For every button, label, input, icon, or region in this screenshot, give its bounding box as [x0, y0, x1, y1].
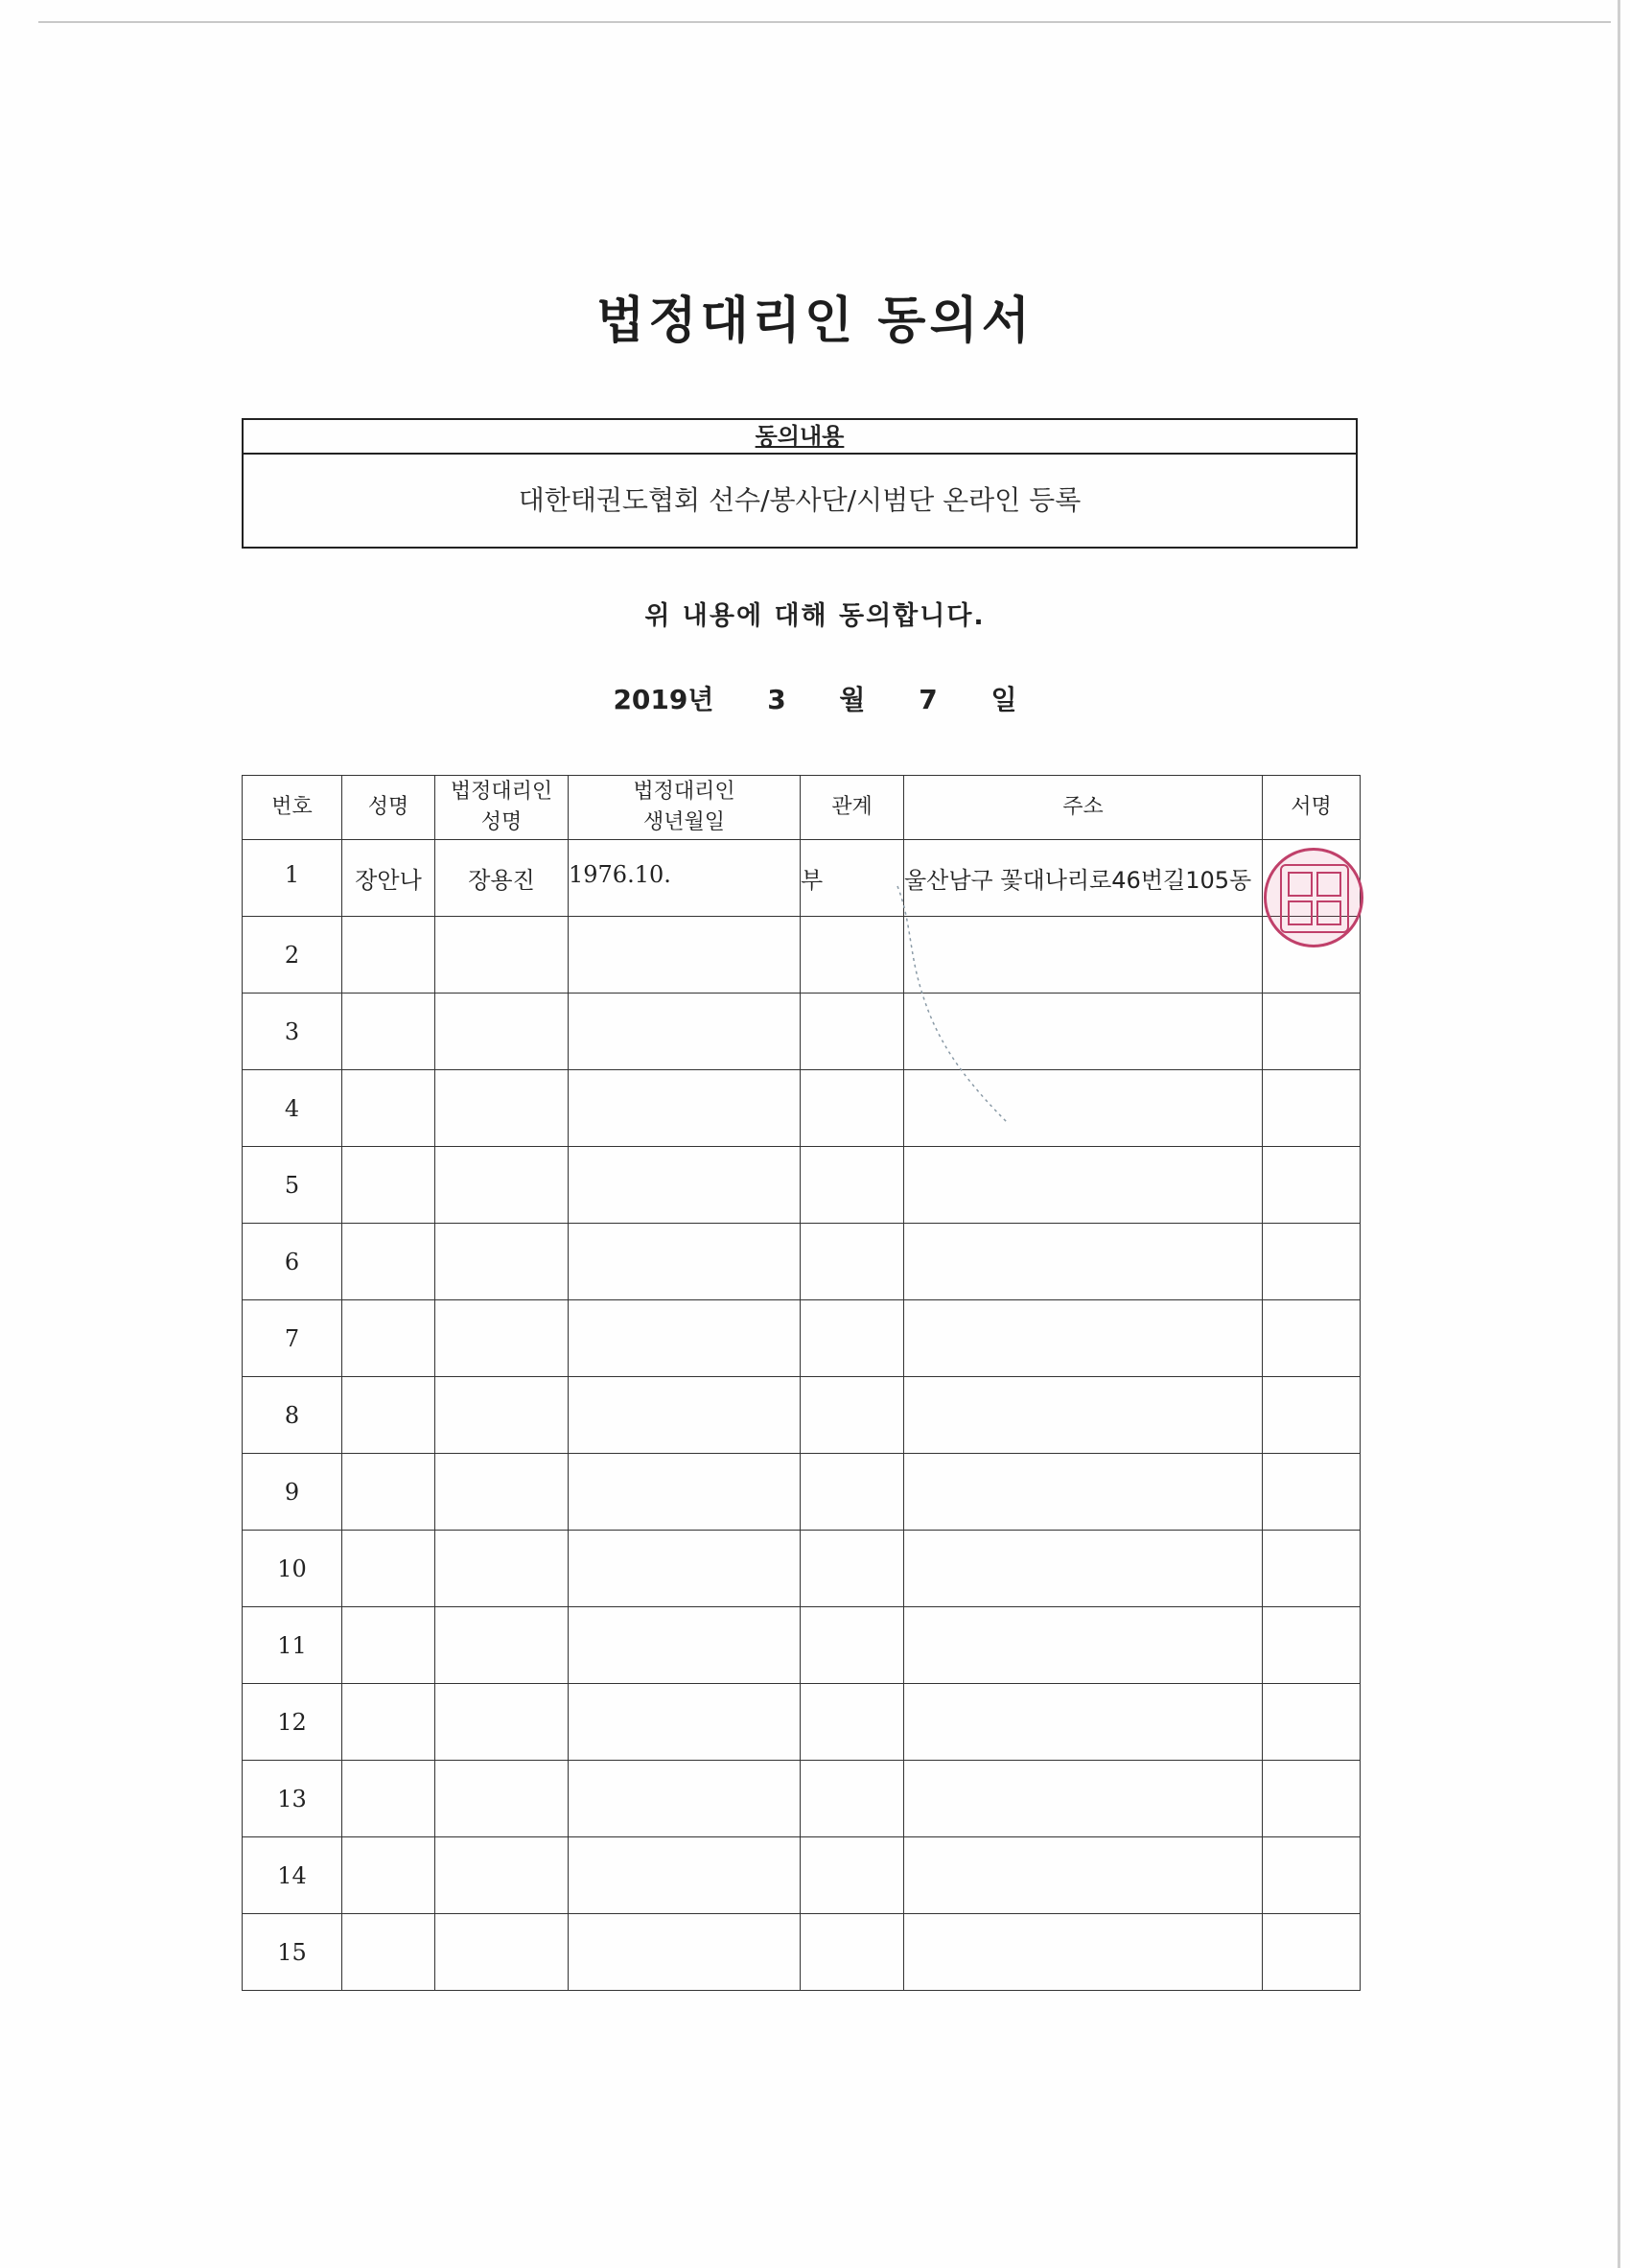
cell-name — [342, 1531, 435, 1607]
agreement-statement: 위 내용에 대해 동의합니다. — [644, 601, 986, 631]
cell-rep-birth — [569, 1684, 801, 1761]
roster-table — [242, 775, 1361, 1991]
table-row — [243, 994, 1361, 1070]
cell-relation — [801, 1761, 904, 1837]
cell-signature — [1263, 1300, 1361, 1377]
cell-address — [904, 1607, 1263, 1684]
cell-signature — [1263, 994, 1361, 1070]
cell-address — [904, 1684, 1263, 1761]
cell-rep-name — [435, 1914, 569, 1991]
cell-rep-name — [435, 1070, 569, 1147]
cell-relation: 부 — [801, 840, 904, 917]
cell-name — [342, 1224, 435, 1300]
cell-number: 11 — [243, 1607, 342, 1684]
cell-name — [342, 994, 435, 1070]
cell-name — [342, 1147, 435, 1224]
consent-box — [242, 418, 1358, 549]
cell-number: 4 — [243, 1070, 342, 1147]
cell-number: 15 — [243, 1914, 342, 1991]
signature-seal — [1264, 848, 1363, 947]
cell-rep-birth — [569, 1147, 801, 1224]
table-row — [243, 1837, 1361, 1914]
scan-edge-top — [38, 21, 1611, 23]
seal-glyph — [1288, 900, 1313, 925]
cell-signature — [1263, 1684, 1361, 1761]
table-header-row — [243, 776, 1361, 840]
cell-relation — [801, 1837, 904, 1914]
cell-signature — [1263, 1070, 1361, 1147]
cell-name — [342, 1837, 435, 1914]
cell-relation — [801, 994, 904, 1070]
date-line — [0, 679, 1630, 717]
cell-name — [342, 1607, 435, 1684]
cell-signature — [1263, 1914, 1361, 1991]
cell-address — [904, 1454, 1263, 1531]
cell-name — [342, 1761, 435, 1837]
date-day-label: 일 — [990, 684, 1017, 715]
cell-rep-birth — [569, 1837, 801, 1914]
cell-rep-birth — [569, 1070, 801, 1147]
cell-rep-name — [435, 1761, 569, 1837]
cell-name — [342, 1300, 435, 1377]
seal-glyph — [1316, 900, 1341, 925]
header-rep-name-line1: 법정대리인 — [450, 780, 553, 804]
seal-glyph — [1316, 872, 1341, 897]
cell-number: 13 — [243, 1761, 342, 1837]
cell-name — [342, 1070, 435, 1147]
table-row — [243, 1224, 1361, 1300]
cell-rep-name — [435, 1454, 569, 1531]
cell-address — [904, 1531, 1263, 1607]
header-rep-birth-line2: 생년월일 — [642, 810, 725, 834]
roster-body — [243, 840, 1361, 1991]
pen-stroke-mark — [892, 882, 1045, 1132]
table-row — [243, 1761, 1361, 1837]
header-signature: 서명 — [1263, 776, 1361, 840]
cell-number: 5 — [243, 1147, 342, 1224]
cell-rep-birth: 1976.10. — [569, 840, 801, 917]
cell-number: 7 — [243, 1300, 342, 1377]
cell-address — [904, 1837, 1263, 1914]
cell-relation — [801, 1914, 904, 1991]
header-relation: 관계 — [801, 776, 904, 840]
cell-signature — [1263, 1377, 1361, 1454]
cell-address — [904, 1377, 1263, 1454]
cell-number: 9 — [243, 1454, 342, 1531]
cell-address — [904, 1147, 1263, 1224]
cell-rep-name — [435, 917, 569, 994]
cell-signature — [1263, 1607, 1361, 1684]
cell-rep-birth — [569, 994, 801, 1070]
cell-rep-name — [435, 1300, 569, 1377]
consent-content: 대한태권도협회 선수/봉사단/시범단 온라인 등록 — [518, 484, 1082, 516]
cell-address — [904, 1224, 1263, 1300]
cell-address — [904, 1761, 1263, 1837]
cell-signature — [1263, 1761, 1361, 1837]
cell-number: 8 — [243, 1377, 342, 1454]
cell-signature — [1263, 1531, 1361, 1607]
cell-rep-name — [435, 994, 569, 1070]
cell-name — [342, 917, 435, 994]
table-row — [243, 1377, 1361, 1454]
cell-rep-name — [435, 1531, 569, 1607]
cell-number: 14 — [243, 1837, 342, 1914]
table-row — [243, 1607, 1361, 1684]
cell-rep-birth — [569, 1761, 801, 1837]
cell-number: 3 — [243, 994, 342, 1070]
cell-address: 울산남구 꽃대나리로46번길105동 — [904, 840, 1263, 917]
cell-signature — [1263, 1147, 1361, 1224]
cell-number: 1 — [243, 840, 342, 917]
date-year: 2019년 — [613, 684, 714, 715]
date-month-label: 월 — [839, 684, 866, 715]
table-row — [243, 1531, 1361, 1607]
table-row — [243, 1454, 1361, 1531]
header-rep-birth — [569, 776, 801, 840]
seal-inner-frame — [1280, 864, 1349, 933]
cell-rep-birth — [569, 1377, 801, 1454]
cell-relation — [801, 1684, 904, 1761]
cell-name — [342, 1454, 435, 1531]
table-row — [243, 1914, 1361, 1991]
cell-relation — [801, 1147, 904, 1224]
cell-rep-name — [435, 1147, 569, 1224]
cell-name — [342, 1684, 435, 1761]
cell-signature — [1263, 1224, 1361, 1300]
cell-rep-birth — [569, 1224, 801, 1300]
cell-relation — [801, 1070, 904, 1147]
cell-rep-birth — [569, 1454, 801, 1531]
cell-rep-name — [435, 1607, 569, 1684]
cell-relation — [801, 1224, 904, 1300]
document-title: 법정대리인 동의서 — [596, 292, 1034, 350]
cell-address — [904, 1300, 1263, 1377]
seal-glyph — [1288, 872, 1313, 897]
cell-relation — [801, 1531, 904, 1607]
cell-relation — [801, 1300, 904, 1377]
header-address: 주소 — [904, 776, 1263, 840]
cell-signature — [1263, 1837, 1361, 1914]
cell-rep-birth — [569, 917, 801, 994]
table-row — [243, 1300, 1361, 1377]
consent-header-label: 동의내용 — [755, 423, 845, 450]
cell-number: 12 — [243, 1684, 342, 1761]
cell-address — [904, 1914, 1263, 1991]
consent-header — [244, 420, 1356, 455]
cell-relation — [801, 1377, 904, 1454]
date-day-value: 7 — [919, 684, 938, 715]
cell-relation — [801, 1607, 904, 1684]
cell-number: 10 — [243, 1531, 342, 1607]
cell-name — [342, 1377, 435, 1454]
cell-relation — [801, 917, 904, 994]
header-name: 성명 — [342, 776, 435, 840]
cell-rep-name — [435, 1837, 569, 1914]
table-row — [243, 840, 1361, 917]
table-row — [243, 1684, 1361, 1761]
cell-number: 2 — [243, 917, 342, 994]
cell-name: 장안나 — [342, 840, 435, 917]
cell-rep-birth — [569, 1531, 801, 1607]
cell-rep-name — [435, 1377, 569, 1454]
date-month-value: 3 — [767, 684, 786, 715]
cell-rep-birth — [569, 1300, 801, 1377]
cell-rep-name: 장용진 — [435, 840, 569, 917]
cell-rep-name — [435, 1224, 569, 1300]
header-rep-birth-line1: 법정대리인 — [633, 780, 735, 804]
cell-number: 6 — [243, 1224, 342, 1300]
cell-signature — [1263, 1454, 1361, 1531]
cell-rep-birth — [569, 1607, 801, 1684]
table-row — [243, 1147, 1361, 1224]
cell-rep-birth — [569, 1914, 801, 1991]
header-number: 번호 — [243, 776, 342, 840]
table-row — [243, 1070, 1361, 1147]
cell-name — [342, 1914, 435, 1991]
header-rep-name — [435, 776, 569, 840]
table-row — [243, 917, 1361, 994]
cell-relation — [801, 1454, 904, 1531]
header-rep-name-line2: 성명 — [480, 810, 523, 834]
cell-rep-name — [435, 1684, 569, 1761]
